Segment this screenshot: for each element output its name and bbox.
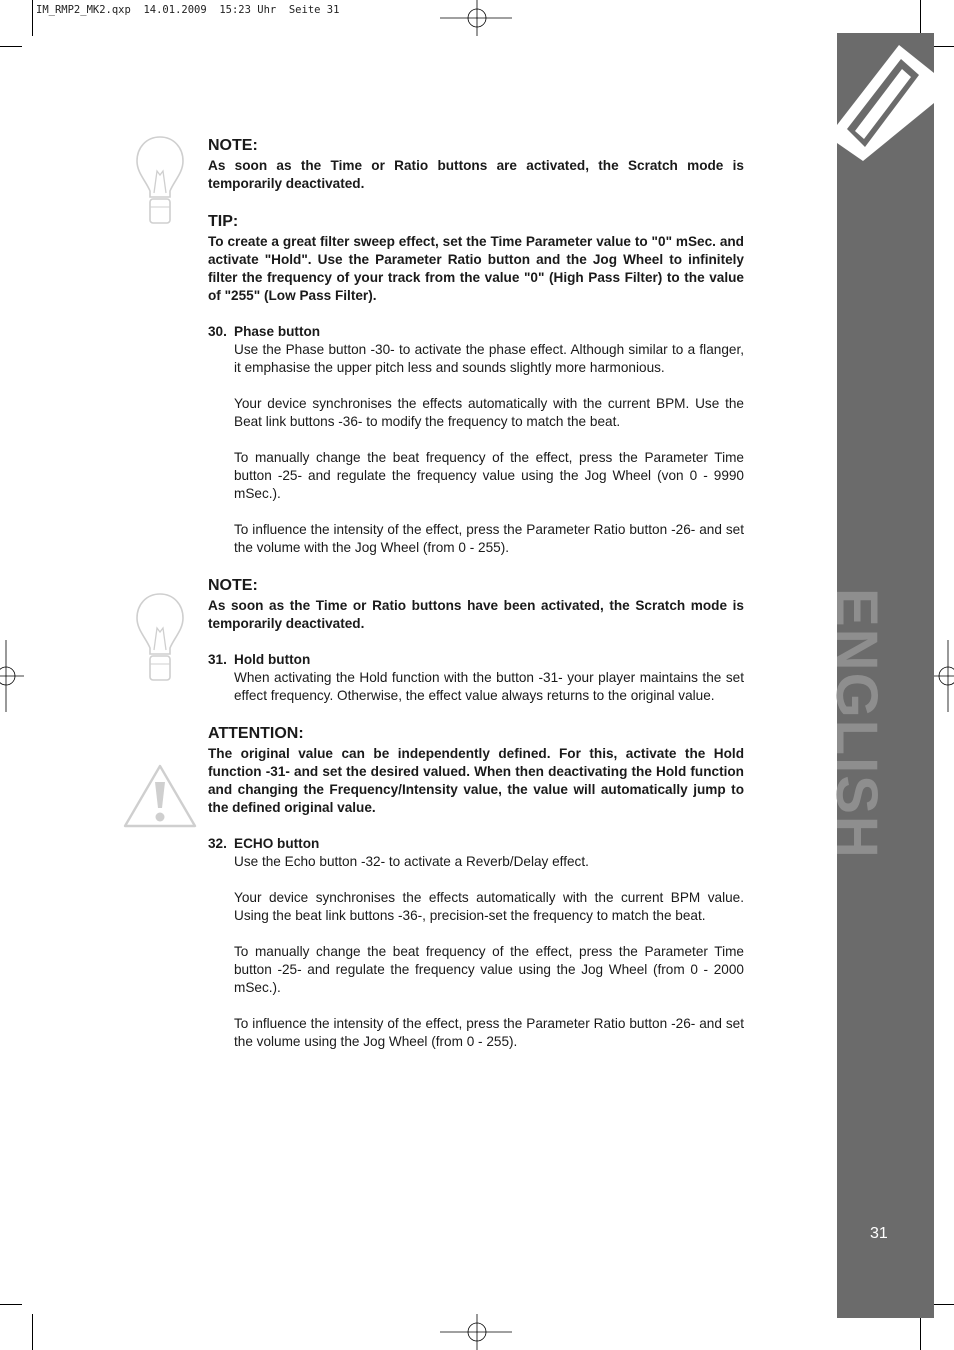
section-number: 32.	[208, 836, 227, 851]
brand-logo-icon	[837, 33, 934, 163]
registration-mark-bottom	[440, 1314, 514, 1350]
section-number: 31.	[208, 652, 227, 667]
section-phase-button	[208, 323, 744, 557]
note-text: As soon as the Time or Ratio buttons have been activated, the Scratch mode is temporarily deactivated.	[208, 598, 744, 631]
section-title: ECHO button	[234, 836, 320, 851]
note-block	[208, 135, 744, 193]
attention-block	[208, 723, 744, 817]
note-text: As soon as the Time or Ratio buttons are activated, the Scratch mode is temporarily deactivated.	[208, 158, 744, 191]
attention-heading: ATTENTION:	[208, 725, 304, 742]
tip-block	[208, 211, 744, 305]
paragraph: Use the Phase button -30- to activate the phase effect. Although similar to a flanger, it emphasise the upper pitch less and sounds slightly more harmonious.	[234, 342, 744, 375]
paragraph: Use the Echo button -32- to activate a Reverb/Delay effect.	[234, 854, 589, 869]
paragraph: Your device synchronises the effects automatically with the current BPM value. Using the beat link buttons -36-, precision-set the frequency to match the beat.	[234, 890, 744, 923]
paragraph: Your device synchronises the effects automatically with the current BPM. Use the Beat link buttons -36- to modify the frequency to match the beat.	[234, 396, 744, 429]
section-title: Phase button	[234, 324, 321, 339]
language-side-bar	[824, 33, 934, 1318]
section-number: 30.	[208, 324, 227, 339]
section-echo-button	[208, 835, 744, 1051]
registration-mark-left	[0, 640, 24, 712]
section-hold-button	[208, 651, 744, 705]
warning-triangle-icon	[122, 762, 198, 830]
paragraph: To manually change the beat frequency of the effect, press the Parameter Time button -25- and regulate the frequency value using the Jog Wheel (von 0 - 9990 mSec.).	[234, 450, 744, 501]
paragraph: To influence the intensity of the effect, press the Parameter Ratio button -26- and set the volume with the Jog Wheel (from 0 - 255).	[234, 522, 744, 555]
lightbulb-icon	[134, 135, 186, 227]
registration-mark-top	[440, 0, 514, 36]
page-number: 31	[870, 1225, 888, 1242]
tip-heading: TIP:	[208, 213, 239, 230]
note-heading: NOTE:	[208, 577, 258, 594]
tip-text: To create a great filter sweep effect, set the Time Parameter value to "0" mSec. and activate "Hold". Use the Parameter Ratio button and the Jog Wheel to infinitely filter the frequency of your track from the value "0" (High Pass Filter) to the value of "255" (Low Pass Filter).	[208, 234, 744, 303]
section-title: Hold button	[234, 652, 311, 667]
note-block	[208, 575, 744, 633]
paragraph: When activating the Hold function with the button -31- your player maintains the set effect frequency. Otherwise, the effect value always returns to the original value.	[234, 670, 744, 703]
language-label: ENGLISH	[824, 588, 889, 860]
content-column	[208, 135, 744, 1051]
attention-text: The original value can be independently defined. For this, activate the Hold function -31- and set the desired valued. When then deactivating the Hold function and changing the Frequency/Intensity value, the value will automatically jump to the defined original value.	[208, 746, 744, 815]
paragraph: To influence the intensity of the effect, press the Parameter Ratio button -26- and set the volume using the Jog Wheel (from 0 - 255).	[234, 1016, 744, 1049]
note-heading: NOTE:	[208, 137, 258, 154]
lightbulb-icon	[134, 592, 186, 684]
paragraph: To manually change the beat frequency of the effect, press the Parameter Time button -25- and regulate the frequency value using the Jog Wheel (from 0 - 2000 mSec.).	[234, 944, 744, 995]
print-header: IM_RMP2_MK2.qxp 14.01.2009 15:23 Uhr Seite 31	[36, 4, 340, 16]
